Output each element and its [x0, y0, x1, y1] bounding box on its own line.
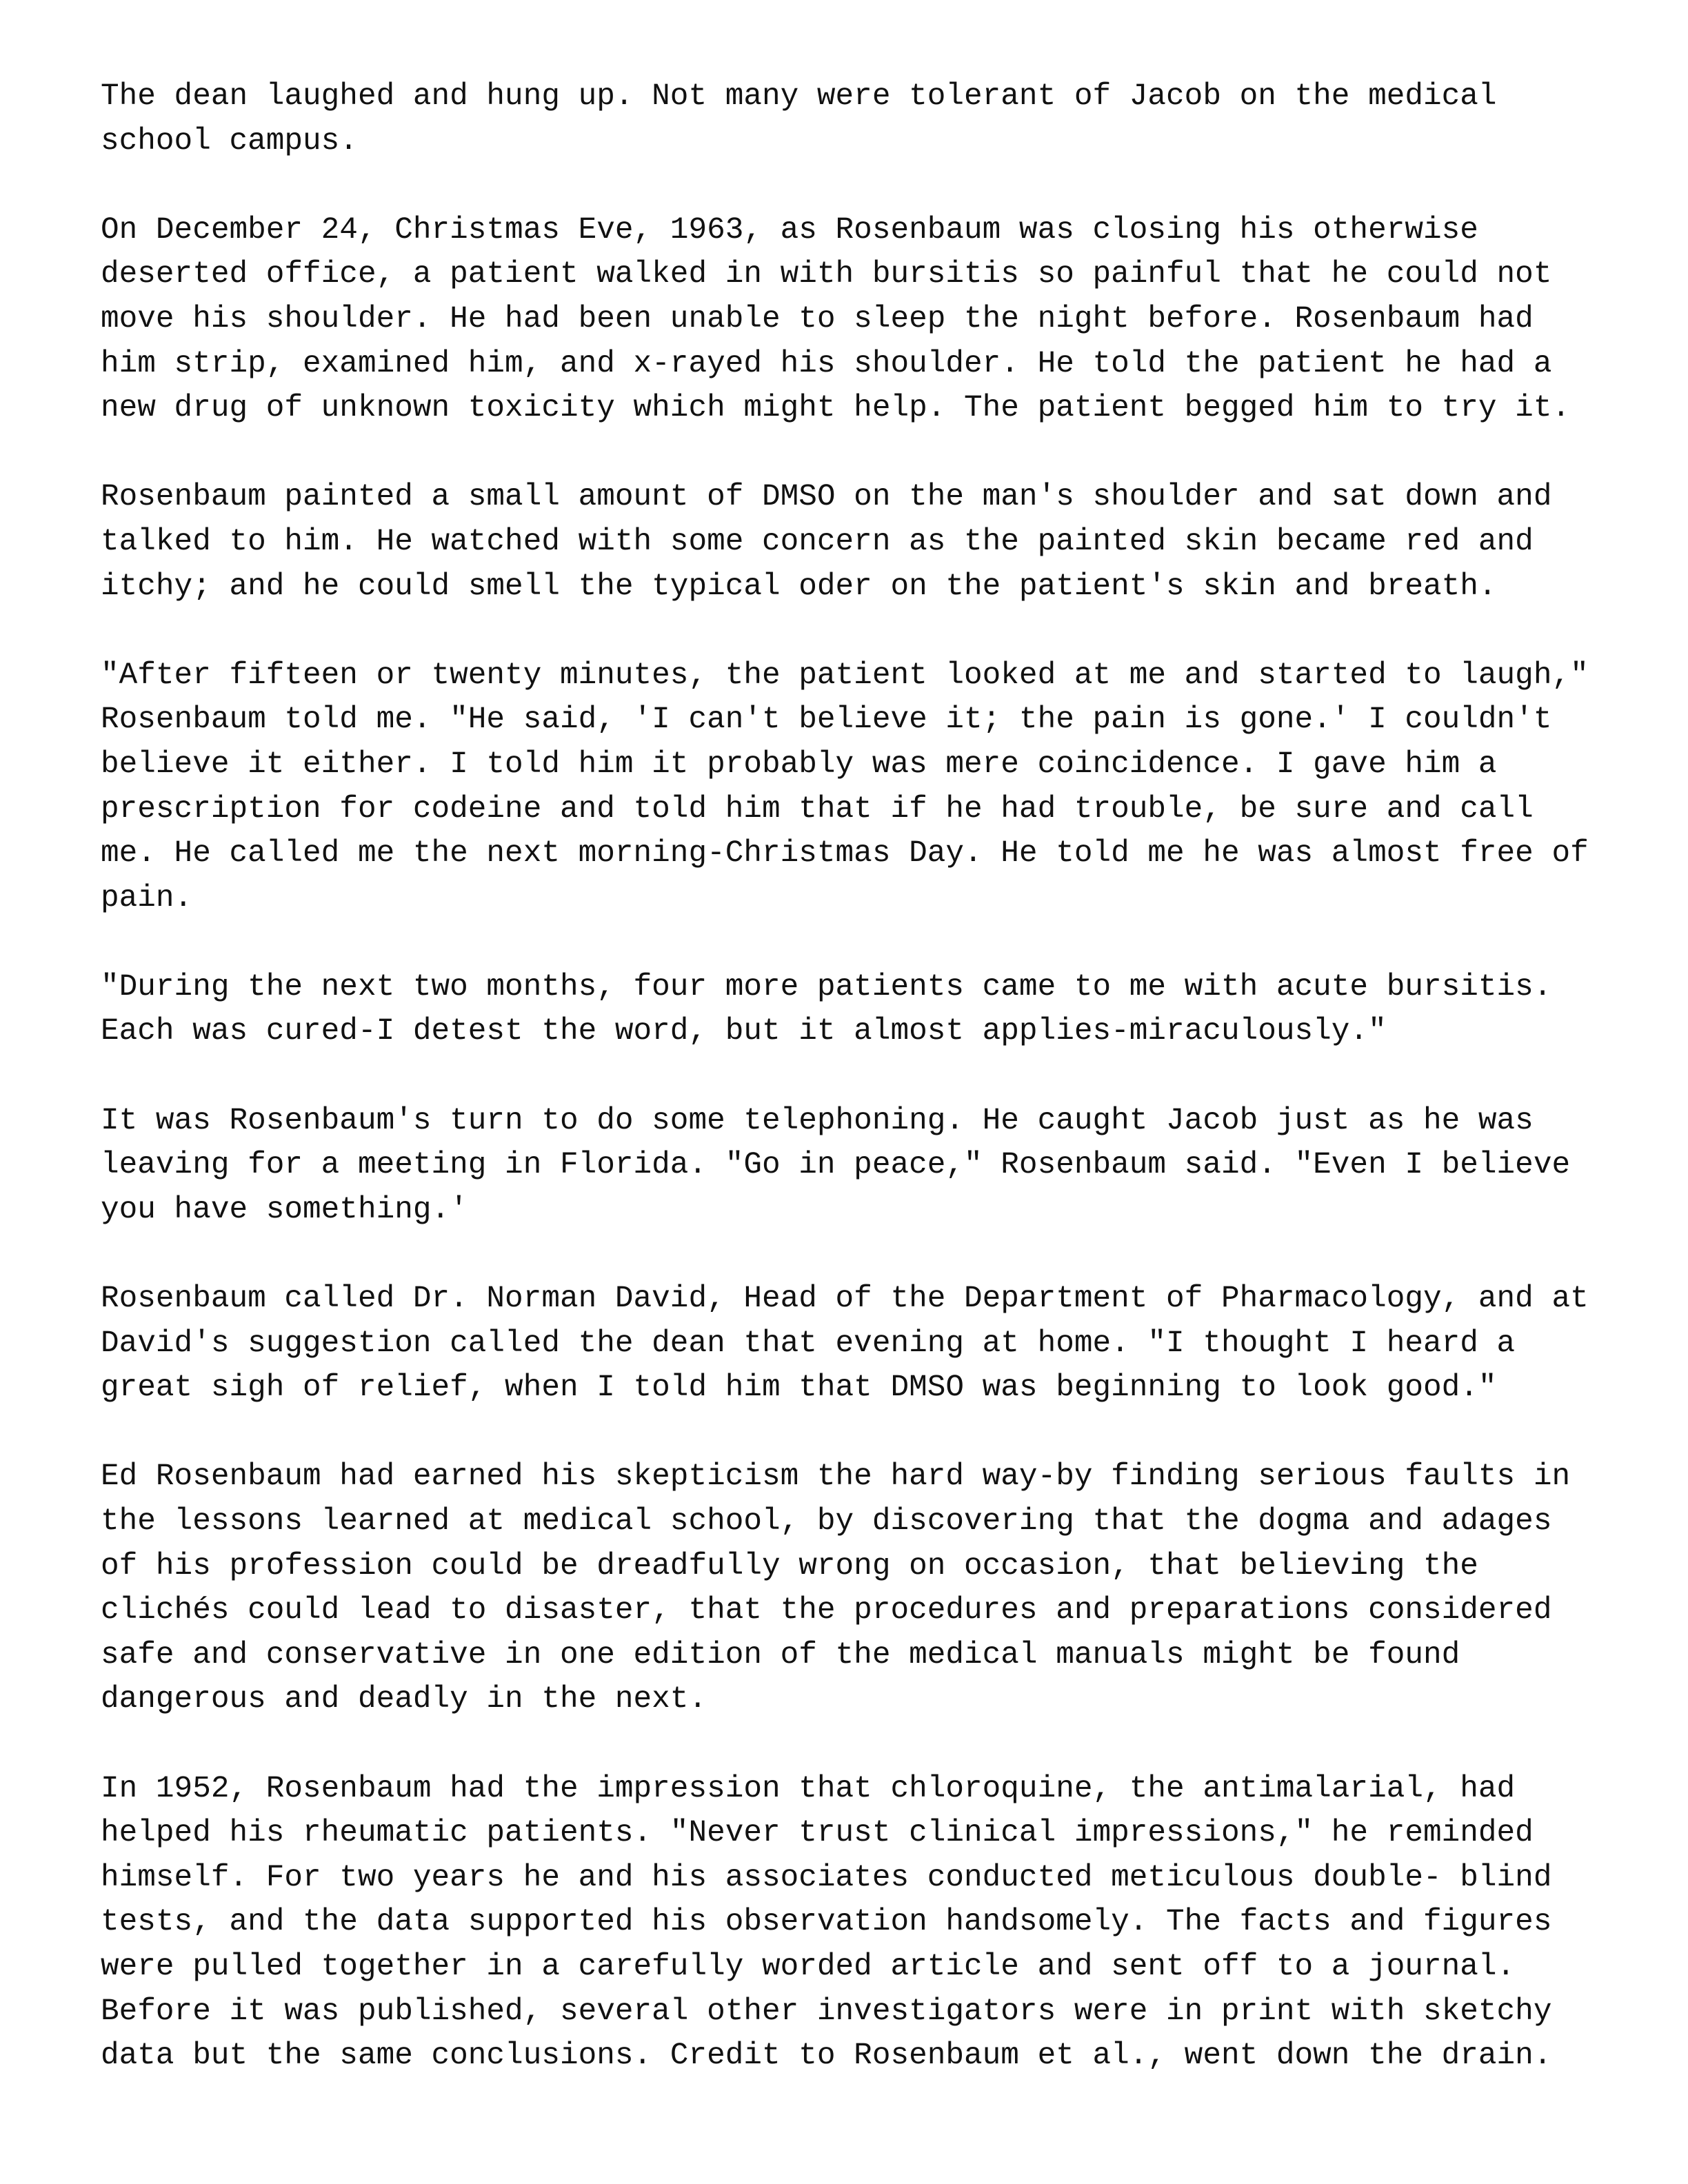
- text-line: of his profession could be dreadfully wrong on occasion, that believing the: [101, 1548, 1478, 1584]
- paragraph-dmso-painted: [101, 475, 1618, 609]
- text-line: dangerous and deadly in the next.: [101, 1682, 707, 1717]
- document-body: [101, 74, 1618, 2079]
- text-line: leaving for a meeting in Florida. "Go in peace," Rosenbaum said. "Even I believe: [101, 1148, 1571, 1183]
- text-line: new drug of unknown toxicity which might help. The patient begged him to try it.: [101, 391, 1571, 426]
- text-line: safe and conservative in one edition of the medical manuals might be found: [101, 1637, 1460, 1672]
- text-line: David's suggestion called the dean that evening at home. "I thought I heard a: [101, 1326, 1516, 1361]
- text-line: Ed Rosenbaum had earned his skepticism the hard way-by finding serious faults in: [101, 1459, 1571, 1495]
- text-line: helped his rheumatic patients. "Never trust clinical impressions," he reminded: [101, 1816, 1534, 1851]
- text-line: move his shoulder. He had been unable to sleep the night before. Rosenbaum had: [101, 301, 1534, 336]
- paragraph-dean-laughed: [101, 74, 1618, 163]
- text-line: Before it was published, several other investigators were in print with sketchy: [101, 1994, 1552, 2029]
- text-line: The dean laughed and hung up. Not many were tolerant of Jacob on the medical: [101, 79, 1497, 114]
- text-line: believe it either. I told him it probably was mere coincidence. I gave him a: [101, 747, 1497, 782]
- text-line: you have something.': [101, 1192, 468, 1227]
- text-line: great sigh of relief, when I told him that DMSO was beginning to look good.": [101, 1371, 1497, 1406]
- text-line: Rosenbaum painted a small amount of DMSO on the man's shoulder and sat down and: [101, 480, 1552, 515]
- text-line: him strip, examined him, and x-rayed his shoulder. He told the patient he had a: [101, 346, 1552, 381]
- text-line: Rosenbaum called Dr. Norman David, Head of the Department of Pharmacology, and at: [101, 1282, 1589, 1317]
- text-line: "During the next two months, four more patients came to me with acute bursitis.: [101, 969, 1552, 1004]
- text-line: tests, and the data supported his observation handsomely. The facts and figures: [101, 1905, 1552, 1940]
- text-line: deserted office, a patient walked in with bursitis so painful that he could not: [101, 257, 1552, 292]
- text-line: In 1952, Rosenbaum had the impression that chloroquine, the antimalarial, had: [101, 1771, 1516, 1806]
- text-line: "After fifteen or twenty minutes, the patient looked at me and started to laugh,": [101, 658, 1589, 693]
- paragraph-telephoning: [101, 1099, 1618, 1233]
- text-line: Each was cured-I detest the word, but it almost applies-miraculously.": [101, 1014, 1387, 1049]
- paragraph-after-fifteen-minutes: [101, 654, 1618, 921]
- text-line: the lessons learned at medical school, by discovering that the dogma and adages: [101, 1504, 1552, 1539]
- text-line: Rosenbaum told me. "He said, 'I can't believe it; the pain is gone.' I couldn't: [101, 702, 1552, 738]
- paragraph-chloroquine: [101, 1767, 1618, 2079]
- text-line: data but the same conclusions. Credit to Rosenbaum et al., went down the drain.: [101, 2039, 1552, 2074]
- text-line: pain.: [101, 880, 193, 916]
- text-line: On December 24, Christmas Eve, 1963, as Rosenbaum was closing his otherwise: [101, 212, 1478, 247]
- text-line: school campus.: [101, 123, 358, 159]
- text-line: It was Rosenbaum's turn to do some telephoning. He caught Jacob just as he was: [101, 1103, 1534, 1138]
- paragraph-christmas-eve: [101, 208, 1618, 431]
- text-line: were pulled together in a carefully worded article and sent off to a journal.: [101, 1949, 1516, 1984]
- text-line: prescription for codeine and told him that if he had trouble, be sure and call: [101, 791, 1534, 827]
- text-line: clichés could lead to disaster, that the procedures and preparations considered: [101, 1593, 1552, 1628]
- text-line: itchy; and he could smell the typical oder on the patient's skin and breath.: [101, 569, 1497, 604]
- paragraph-skepticism: [101, 1455, 1618, 1722]
- text-line: talked to him. He watched with some concern as the painted skin became red and: [101, 524, 1534, 559]
- paragraph-next-two-months: [101, 965, 1618, 1054]
- text-line: me. He called me the next morning-Christmas Day. He told me he was almost free of: [101, 836, 1589, 871]
- paragraph-norman-david: [101, 1277, 1618, 1410]
- text-line: himself. For two years he and his associates conducted meticulous double- blind: [101, 1860, 1552, 1895]
